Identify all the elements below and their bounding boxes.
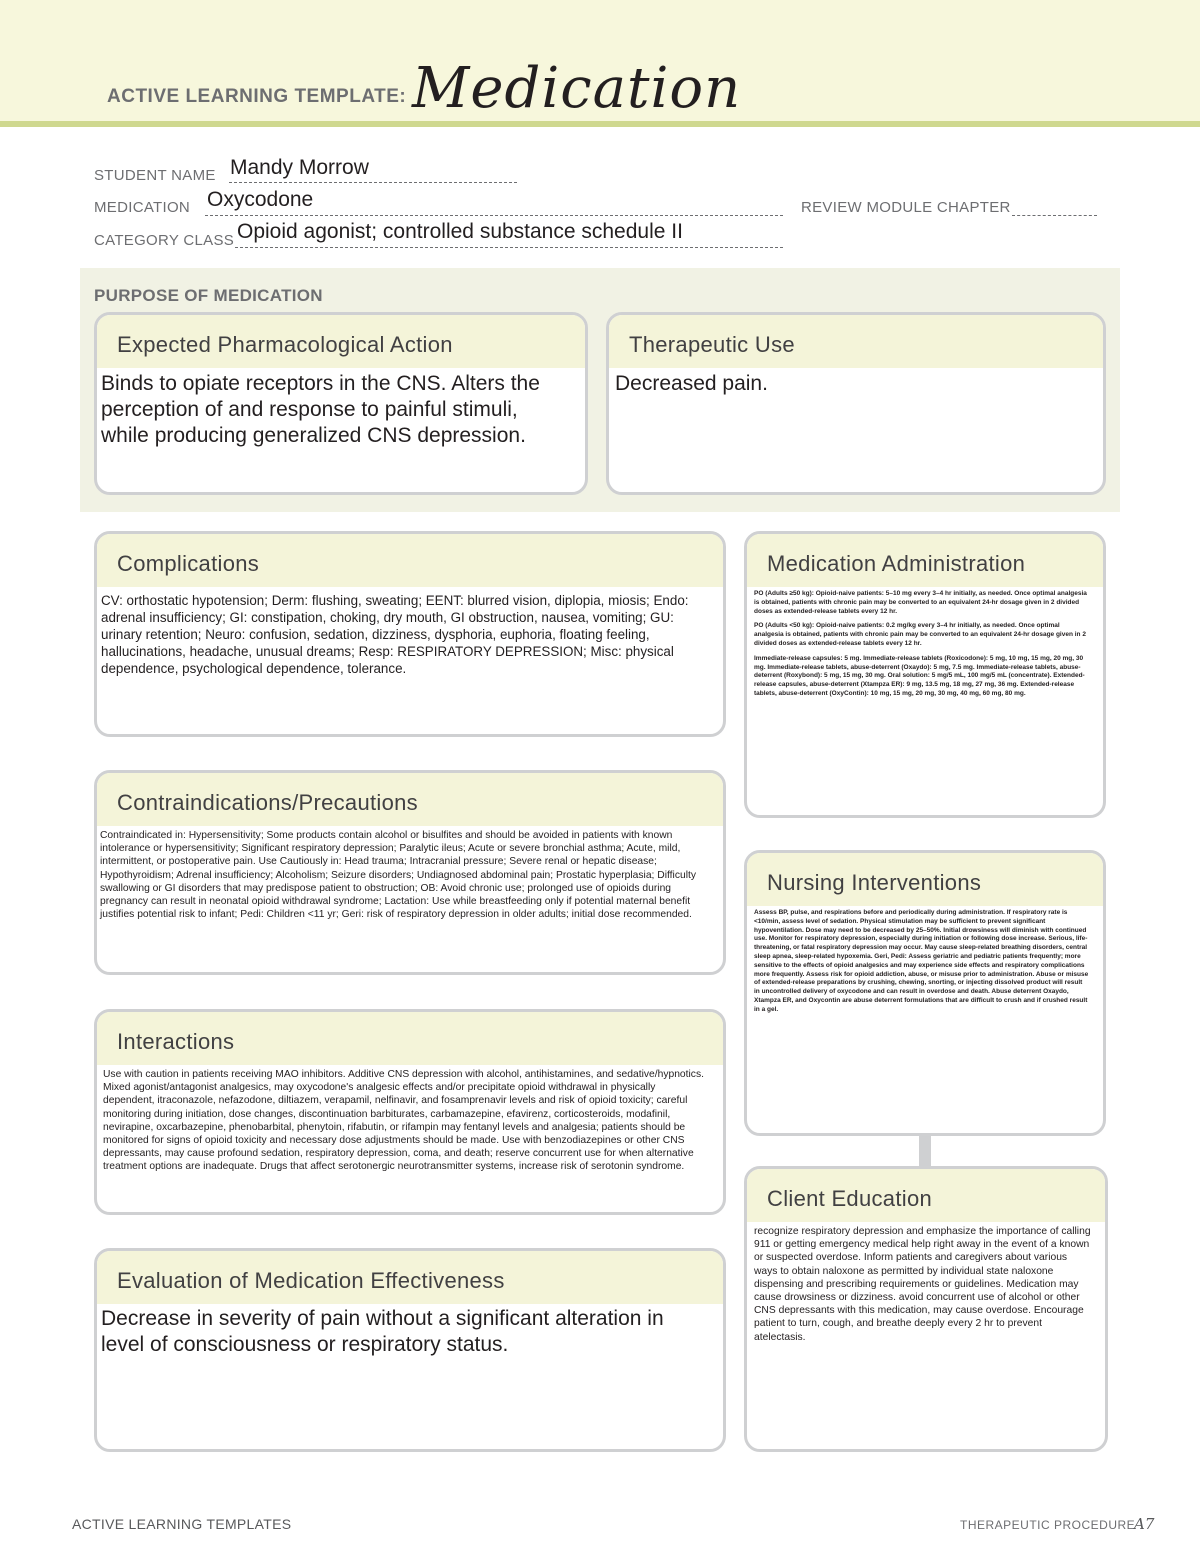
medication-field[interactable]: Oxycodone xyxy=(207,188,314,211)
student-name-field[interactable]: Mandy Morrow xyxy=(230,156,369,179)
interactions-text[interactable]: Use with caution in patients receiving MAO inhibitors. Additive CNS depression with alcohol, antihistamines, and sedative/hypnotics. Mixed agonist/antagonist analgesics, may oxycodone's analgesic effects and/or precipitate opioid withdrawal in physically dependent, itraconazole, nefazodone, diltiazem, verapamil, nelfinavir, and fosamprenavir levels and risk of opioid toxicity; careful monitoring during initiation, dose changes, discontinuation barbiturates, carbamazepine, efavirenz, corticosteroids, modafinil, nevirapine, oxcarbazepine, phenobarbital, phenytoin, rifabutin, or rifampin may fentanyl levels and analgesia; patients should be monitored for signs of opioid toxicity and necessary dose adjustments should be made. Use with benzodiazepines or other CNS depressants, may cause profound sedation, respiratory depression, coma, and death; reserve concurrent use for when alternative treatment options are inadequate. Drugs that affect serotonergic neurotransmitter systems, increase risk of serotonin syndrome. xyxy=(103,1069,704,1173)
connector-bar xyxy=(919,1134,931,1168)
nursing-interventions-text[interactable]: Assess BP, pulse, and respirations before and periodically during administration. If respiratory rate is <10/min, assess level of sedation. Physical stimulation may be sufficient to prevent significant hypoventilation. Dose may need to be decreased by 25–50%. Initial drowsiness will diminish with continued use. Monitor for respiratory depression, especially during initiation or following dose increase. Serious, life-threatening, or fatal respiratory depression may occur. May cause sleep-related breathing disorders, central sleep apnea, sleep-related hypoxemia. Geri, Pedi: Assess geriatric and pediatric patients frequently; more sensitive to the effects of opioid analgesics and may experience side effects and respiratory complications more frequently. Assess risk for opioid addiction, abuse, or misuse prior to administration. Abuse or misuse of extended-release preparations by crushing, chewing, snorting, or injecting dissolved product will result in uncontrolled delivery of oxycodone and can result in overdose and death. Abuse deterrent Oxaydo, Xtampza ER, and Oxycontin are abuse deterrent formulations that are difficult to crush and if crushed result in a gel. xyxy=(754,909,1089,1013)
therapeutic-use-text[interactable]: Decreased pain. xyxy=(615,372,768,395)
contraindications-box xyxy=(94,770,726,975)
category-class-field[interactable]: Opioid agonist; controlled substance schedule II xyxy=(237,220,683,243)
contraindications-heading: Contraindications/Precautions xyxy=(97,773,723,826)
expected-action-box xyxy=(94,312,588,495)
category-class-label: CATEGORY CLASS xyxy=(94,232,235,249)
medication-administration-heading: Medication Administration xyxy=(747,534,1103,587)
therapeutic-use-box xyxy=(606,312,1106,495)
footer-left: ACTIVE LEARNING TEMPLATES xyxy=(72,1516,292,1532)
medication-administration-box xyxy=(744,531,1106,818)
evaluation-text[interactable]: Decrease in severity of pain without a significant alteration in level of consciousness or respiratory status. xyxy=(101,1307,664,1356)
administration-paragraph: Immediate-release capsules: 5 mg. Immediate-release tablets (Roxicodone): 5 mg, 10 mg, 15 mg, 20 mg, 30 mg. Immediate-release tablets, abuse-deterrent (Oxaydo): 5 mg, 7.5 mg. Immediate-release tablets, abuse-deterrent (Roxybond): 5 mg, 15 mg, 30 mg. Oral solution: 5 mg/5 mL, 100 mg/5 mL (concentrate). Extended-release capsules, abuse-deterrent (Xtampza ER): 9 mg, 13.5 mg, 18 mg, 27 mg, 36 mg. Extended-release tablets, abuse-deterrent (OxyContin): 10 mg, 15 mg, 20 mg, 30 mg, 40 mg, 60 mg, 80 mg. xyxy=(754,654,1085,697)
therapeutic-use-heading: Therapeutic Use xyxy=(609,315,1103,368)
client-education-text[interactable]: recognize respiratory depression and emphasize the importance of calling 911 or getting emergency medical help right away in the event of a known or suspected overdose. Inform patients and caregivers about various ways to obtain naloxone as permitted by individual state naloxone dispensing and prescribing requirements or guidelines. Medication may cause drowsiness or dizziness. avoid concurrent use of alcohol or other CNS depressants with this medication, may cause overdose. Encourage patient to turn, cough, and breathe deeply every 2 hr to prevent atelectasis. xyxy=(754,1226,1091,1343)
complications-box xyxy=(94,531,726,737)
nursing-interventions-box xyxy=(744,850,1106,1136)
interactions-box xyxy=(94,1009,726,1215)
template-label: ACTIVE LEARNING TEMPLATE: xyxy=(107,86,407,107)
medication-label: MEDICATION xyxy=(94,199,191,216)
administration-paragraph: PO (Adults <50 kg): Opioid-naive patients: 0.2 mg/kg every 3–4 hr initially, as needed. Once optimal analgesia is obtained, patients with chronic pain may be converted to an equivalent 24-hr dosage given in 2 divided doses as extended-release tablets every 12 hr. xyxy=(754,622,1086,647)
medication-administration-text[interactable] xyxy=(747,587,1103,699)
purpose-title: PURPOSE OF MEDICATION xyxy=(94,286,323,305)
client-education-box xyxy=(744,1166,1108,1452)
review-module-field[interactable] xyxy=(1012,197,1097,216)
expected-action-text[interactable]: Binds to opiate receptors in the CNS. Alters the perception of and response to painful stimuli, while producing generalized CNS depression. xyxy=(101,372,540,447)
nursing-interventions-heading: Nursing Interventions xyxy=(747,853,1103,906)
footer-right: THERAPEUTIC PROCEDURE xyxy=(960,1518,1136,1532)
header-divider xyxy=(0,121,1200,127)
page-number: A7 xyxy=(1134,1515,1155,1533)
client-education-heading: Client Education xyxy=(747,1169,1105,1222)
review-module-label: REVIEW MODULE CHAPTER xyxy=(801,199,1011,216)
student-name-label: STUDENT NAME xyxy=(94,167,216,184)
expected-action-heading: Expected Pharmacological Action xyxy=(97,315,585,368)
complications-heading: Complications xyxy=(97,534,723,587)
evaluation-box xyxy=(94,1248,726,1452)
complications-text[interactable]: CV: orthostatic hypotension; Derm: flushing, sweating; EENT: blurred vision, diplopia, miosis; Endo: adrenal insufficiency; GI: constipation, choking, dry mouth, GI obstruction, nausea, vomiting; GU: urinary retention; Neuro: confusion, sedation, dizziness, dysphoria, euphoria, floating feeling, hallucinations, headache, unusual dreams; Resp: RESPIRATORY DEPRESSION; Misc: physical dependence, psychological dependence, tolerance. xyxy=(101,593,689,676)
template-title: Medication xyxy=(412,56,742,121)
contraindications-text[interactable]: Contraindicated in: Hypersensitivity; Some products contain alcohol or bisulfites and should be avoided in patients with known intolerance or hypersensitivity; Significant respiratory depression; Paralytic ileus; Acute or severe bronchial asthma; Acute, mild, intermittent, or postoperative pain. Use Cautiously in: Head trauma; Intracranial pressure; Severe renal or hepatic disease; Hypothyroidism; Adrenal insufficiency; Alcoholism; Seizure disorders; Undiagnosed abdominal pain; Prostatic hyperplasia; Difficulty swallowing or GI disorders that may predispose patient to obstruction; OB: Avoid chronic use; prolonged use of opioids during pregnancy can result in neonatal opioid withdrawal syndrome; Lactation: Use while breastfeeding only if potential maternal benefit justifies potential risk to infant; Pedi: Children <11 yr; Geri: risk of respiratory depression in older adults; initial dose recommended. xyxy=(100,830,696,921)
administration-paragraph: PO (Adults ≥50 kg): Opioid-naive patients: 5–10 mg every 3–4 hr initially, as needed. Once optimal analgesia is obtained, patients with chronic pain may be converted to an equivalent 24-hr dosage given in 2 divided doses as extended-release tablets every 12 hr. xyxy=(754,590,1087,615)
interactions-heading: Interactions xyxy=(97,1012,723,1065)
evaluation-heading: Evaluation of Medication Effectiveness xyxy=(97,1251,723,1304)
